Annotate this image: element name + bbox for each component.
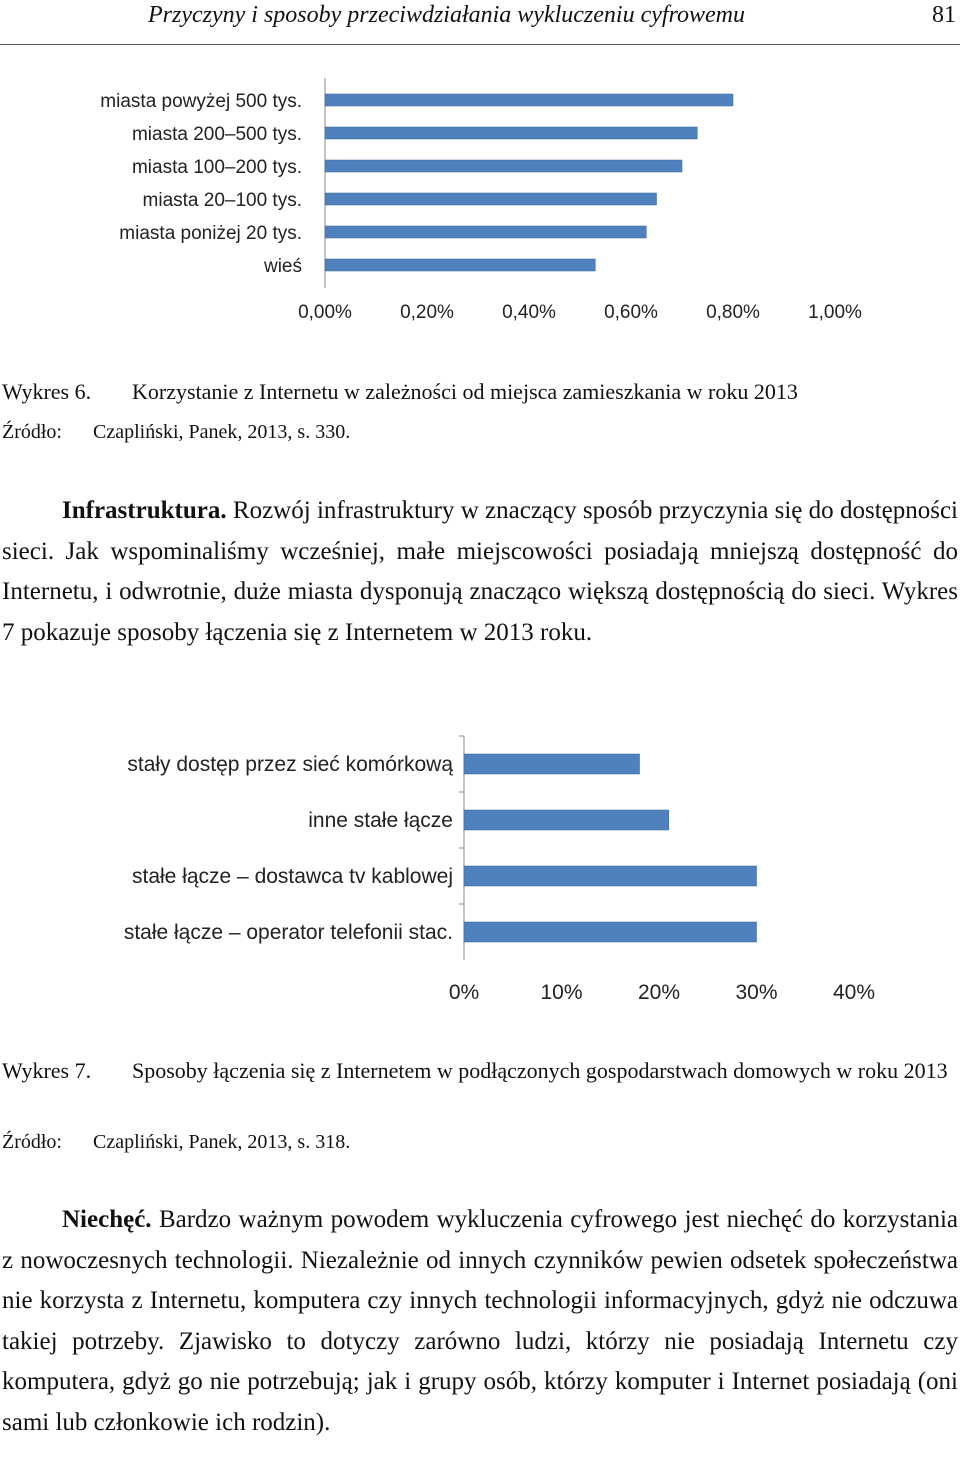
chart1-bar — [325, 160, 682, 172]
paragraph-infrastruktura-body: Rozwój infrastruktury w znaczący sposób przyczynia się do dostępności sieci. Jak wspominaliśmy wcześniej, małe miejscowości posiadają mniejszą dostępność do Internetu, i odwrotnie, duże miasta dysponują znacząco większą dostępnością do sieci. Wykres 7 pokazuje sposoby łączenia się z Internetem w 2013 roku. — [2, 497, 959, 646]
chart1-bar — [325, 259, 595, 271]
chart2-x-tick-label: 20% — [637, 981, 681, 1004]
chart1-bar — [325, 94, 733, 106]
chart2-bar — [464, 754, 640, 774]
figure-7-title: Sposoby łączenia się z Internetem w podłączonych gospodarstwach domowych w roku 2013 — [132, 1058, 948, 1083]
chart2-category-label: inne stałe łącze — [308, 809, 453, 832]
chart2-category-label: stałe łącze – operator telefonii stac. — [123, 921, 453, 944]
page-number: 81 — [932, 2, 956, 28]
paragraph-infrastruktura-heading: Infrastruktura. — [62, 497, 227, 524]
chart1-x-tick-label: 0,60% — [604, 302, 658, 323]
paragraph-infrastruktura — [2, 491, 958, 653]
chart1-x-tick-label: 1,00% — [808, 302, 862, 323]
running-title: Przyczyny i sposoby przeciwdziałania wykluczeniu cyfrowemu — [148, 2, 745, 28]
chart1-bar — [325, 127, 697, 139]
figure-7-source-text: Czapliński, Panek, 2013, s. 318. — [93, 1131, 351, 1153]
chart1-bar — [325, 226, 646, 238]
chart2-bar — [464, 922, 757, 942]
chart2-x-tick-label: 30% — [735, 981, 778, 1004]
paragraph-niechec — [2, 1200, 958, 1443]
chart2-category-label: stałe łącze – dostawca tv kablowej — [132, 865, 453, 888]
chart2-x-tick-label: 0% — [448, 981, 480, 1004]
chart1-category-label: miasta 20–100 tys. — [142, 190, 302, 211]
chart1-category-label: miasta 200–500 tys. — [131, 124, 302, 145]
running-header — [0, 0, 960, 45]
chart1-x-tick-label: 0,40% — [502, 302, 556, 323]
chart1-x-tick-label: 0,80% — [706, 302, 760, 323]
figure-7-source-label: Źródło: — [2, 1131, 62, 1153]
paragraph-niechec-heading: Niechęć. — [62, 1206, 152, 1233]
chart2-bar — [464, 866, 757, 886]
chart1-category-label: wieś — [263, 256, 302, 277]
chart-internet-by-residence — [0, 78, 960, 333]
chart1-category-label: miasta poniżej 20 tys. — [119, 223, 302, 244]
chart-connection-methods — [0, 728, 960, 1018]
chart1-category-label: miasta powyżej 500 tys. — [100, 91, 302, 112]
figure-6-label: Wykres 6. — [2, 379, 92, 404]
figure-6-source-text: Czapliński, Panek, 2013, s. 330. — [93, 421, 351, 443]
figure-6-source-label: Źródło: — [2, 421, 62, 443]
chart1-x-tick-label: 0,20% — [400, 302, 454, 323]
chart2-category-label: stały dostęp przez sieć komórkową — [127, 753, 453, 776]
paragraph-niechec-body: Bardzo ważnym powodem wykluczenia cyfrowego jest niechęć do korzystania z nowoczesnych technologii. Niezależnie od innych czynników pewien odsetek społeczeństwa nie korzysta z Internetu, komputera czy innych technologii informacyjnych, gdyż nie odczuwa takiej potrzeby. Zjawisko to dotyczy zarówno ludzi, którzy nie posiadają Internetu czy komputera, gdyż go nie potrzebują; jak i grupy osób, którzy komputer i Internet posiadają (oni sami lub członkowie ich rodzin). — [2, 1206, 958, 1436]
chart2-x-tick-label: 10% — [540, 981, 583, 1004]
chart2-x-tick-label: 40% — [832, 981, 876, 1004]
chart1-x-tick-label: 0,00% — [298, 302, 352, 323]
chart1-bar — [325, 193, 657, 205]
chart2-bar — [464, 810, 669, 830]
figure-7-label: Wykres 7. — [2, 1058, 92, 1083]
chart1-category-label: miasta 100–200 tys. — [131, 157, 302, 178]
figure-6-title: Korzystanie z Internetu w zależności od miejsca zamieszkania w roku 2013 — [132, 379, 798, 404]
